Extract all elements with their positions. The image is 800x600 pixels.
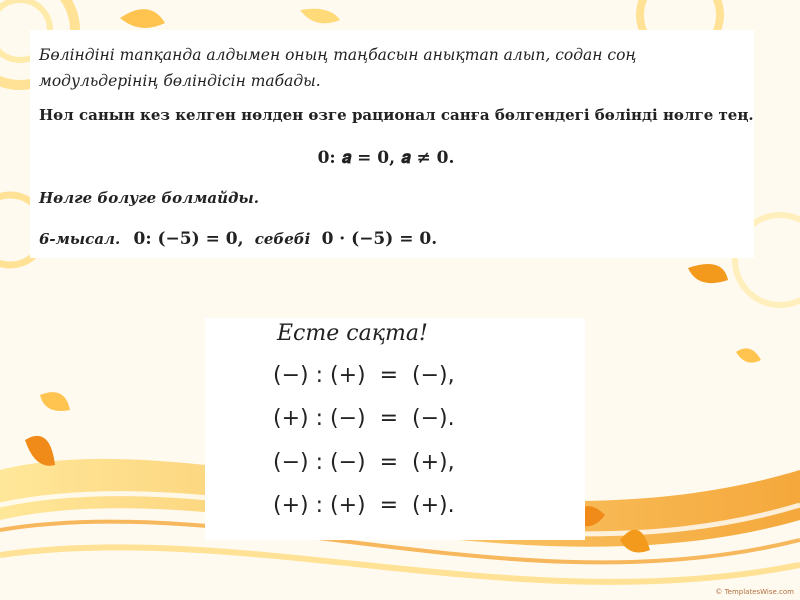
remember-title: Есте сақта! — [277, 321, 428, 346]
copyright-footer: © TemplatesWise.com — [715, 588, 794, 596]
main-text-panel — [30, 30, 754, 258]
sign-rule-4: (+) : (+) = (+). — [273, 493, 455, 518]
sign-rule-2: (+) : (−) = (−). — [273, 406, 455, 431]
remember-box — [205, 318, 585, 540]
sign-rule-1: (−) : (+) = (−), — [273, 363, 455, 388]
sign-rule-3: (−) : (−) = (+), — [273, 450, 455, 475]
example-proof: 𝟎 · (−𝟓) = 𝟎. — [321, 229, 438, 249]
example-label: 6-мысал. — [39, 230, 121, 248]
example-6 — [39, 229, 437, 249]
example-because: себебі — [254, 230, 311, 248]
paragraph-sign-rule: Бөліндіні тапқанда алдымен оның таңбасын анықтап алып, содан соң модульдерінің бөліндісін табады. — [39, 46, 637, 90]
formula-zero: 𝟎: 𝒂 = 𝟎, 𝒂 ≠ 𝟎. — [317, 148, 455, 168]
paragraph-no-zero-division: Нөлге болуге болмайды. — [39, 189, 259, 207]
example-expression: 𝟎: (−𝟓) = 𝟎, — [133, 229, 244, 249]
paragraph-zero-division: Нөл санын кез келген нөлден өзге рационал санға бөлгендегі бөлінді нөлге тең. — [39, 106, 754, 124]
